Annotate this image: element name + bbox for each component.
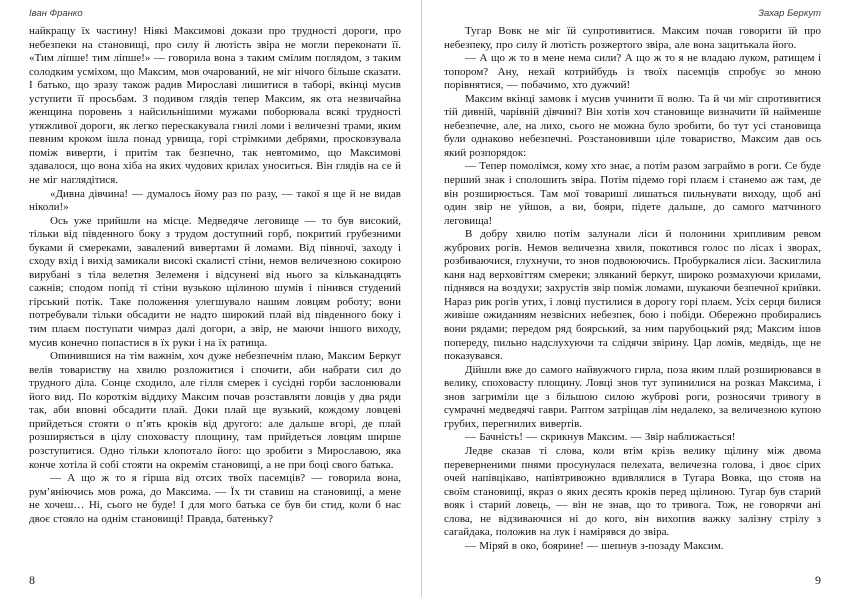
paragraph: — Тепер помолімся, кому хто знає, а потім разом заграймо в роги. Се буде перший знак і сполошить звіра. Потім підемо горі плаєм і станемо аж там, де він розширюється. Там мої товариші лишаться пильнувати виходу, щоб ані один звір не уйшов, а ви, бояри, підете дальше, до самого матчиного леговища! xyxy=(444,160,821,227)
paragraph: Опинившися на тім важнім, хоч дуже небезпечнім плаю, Максим Беркут велів товариству на хвилю розложитися і спочити, аби набрати сил до трудного діла. Сонце сходило, але гілля смерек і сусідні горби заслонювали його вид. По короткім віддиху Максим почав розставляти ловців у два ряди так, аби вповні обсадити плай. Доки плай ще вузький, кождому ловцеві прийдеться стояти о п’ять кроків від другого: але дальше вгорі, де плай розширяється в цілу споховасту площину, там прийдеться ловцям ширше розступитися. Одно тільки клопотало його: що зробити з Мирославою, яка конче хотіла й собі стояти на окремім становищі, а не при боці свого батька. xyxy=(29,350,401,471)
page-right xyxy=(422,0,844,597)
paragraph: — А що ж то в мене нема сили? А що ж то я не владаю луком, ратищем і топором? Ану, нехай котрийбудь із твоїх пасемців спробує зо мною порівнятися, — побачимо, хто дужчий! xyxy=(444,52,821,92)
paragraph: найкращу їх частину! Ніякі Максимові докази про трудності дороги, про небезпеки на становищі, про силу й лютість звіра не могли переконати її. «Тим ліпше! тим ліпше!» — говорила вона з таким смілим поглядом, з таким солодким усміхом, що Максим, мов очарований, не міг нічого більше сказати. І батько, що зразу також радив Мирославі лишитися в таборі, вкінці мусив уступити її просьбам. З подивом глядів тепер Максим, як ота незвичайна женщина поровень з найсильнішими мужами поборювала всякі трудності утяжливої дороги, як легко перескакувала гнилі ломи і величезні трами, яким певним кроком ішла понад урвища, горі стрімкими дебрями, просковзувала поміж виверти, і притім так безпечно, так невтомимо, що Максимові здавалося, що вона хіба на яких чудових крилах уноситься. Він глядів на се й не міг наглядітися. xyxy=(29,25,401,187)
paragraph: В добру хвилю потім залунали ліси й полонини хрипливим ревом жубрових рогів. Немов величезна хвиля, покотився голос по лісах і зворах, розбиваючися, глухнучи, то знов подвоюючись. Пробуркалися ліси. Заскиглила каня над верховіттям смереки; зляканий беркут, широко розмахуючи крилами, піднявся на воздухи; захрустів звір поміж ломами, шукаючи безпечної криївки. Нараз рик рогів утих, і ловці пустилися в дорогу горі плаєм. Усіх серця билися живіше ожиданням незвісних небезпек, бою і побіди. Обережно пробирались вони рядами; передом ряд боярський, за ним парубоцький ряд; Максим ішов попереду, пильно надслухуючи та слідячи звірину. Цар ломів, медвідь, ще не показувався. xyxy=(444,228,821,363)
page-left xyxy=(0,0,421,597)
running-header-title: Захар Беркут xyxy=(758,8,821,19)
page-right-text xyxy=(444,25,821,566)
page-left-text xyxy=(29,25,401,566)
paragraph: Ось уже прийшли на місце. Медведяче леговище — то був високий, тільки від південного боку з трудом доступний горб, покритий грубезними буками й смереками, завалений вивертами й ломами. Від півночі, заходу і сходу вхід і вихід замикали високі скалисті стіни, немов величезною сокирою вирубані з тіла велетня Зелеменя і відсунені від нього за кільканадцять сажнів; сподом попід ті стіни вузькою щілиною шумів і пінився студений гірський потік. Таке положення улегшувало нашим ловцям роботу; вони потребували тільки обсадити не надто широкий плай від південного боку і тим плаєм поступати чимраз далі догори, а звір, не маючи іншого виходу, мусив конечно попастися в їх руки і на їх ратища. xyxy=(29,214,401,349)
running-header-author: Іван Франко xyxy=(29,8,83,19)
paragraph: Тугар Вовк не міг їй супротивитися. Максим почав говорити їй про небезпеку, про силу й лютість розжертого звіра, але вона зацитькала його. xyxy=(444,25,821,51)
paragraph: — Бачність! — скрикнув Максим. — Звір наближається! xyxy=(465,431,736,444)
page-number-right: 9 xyxy=(815,573,821,587)
paragraph: Ледве сказав ті слова, коли втім крізь велику щілину між двома переверненими пнями просунулася пелехата, величезна голова, і двоє сірих очей напівцікаво, напівтривожно вдивлялися в Тугара Вовка, що стояв на своїм становищі, якраз о яких десять кроків перед щілиною. Тугар був старий вояк і старий ловець, — він не знав, що то тривога. Тож, не говорячи ані слова, не відзиваючися ні до кого, він вихопив важку залізну стрілу з сагайдака, положив на лук і намірявся до звіра. xyxy=(444,444,821,539)
paragraph: — Міряй в око, боярине! — шепнув з-позаду Максим. xyxy=(465,539,724,552)
paragraph: Максим вкінці замовк і мусив учинити її волю. Та й чи міг спротивитися тій дивній, чарівній дівчині? Він хотів хоч становище визначити їй найменше небезпечне, але, на лихо, сього не можна було зробити, бо тут усі становища були однаково небезпечні. Розстановивши ціле товариство, Максим дав ось який розпорядок: xyxy=(444,92,821,159)
paragraph: «Дивна дівчина! — думалось йому раз по разу, — такої я ще й не видав ніколи!» xyxy=(29,187,401,214)
page-number-left: 8 xyxy=(29,573,35,587)
paragraph: Дійшли вже до самого найвужчого гирла, поза яким плай розширювався в велику, споховасту площину. Ловці знов тут зупинилися на розказ Максима, і знов загриміли ще з більшою силою жуброві роги, розносячи тривогу в сумрачні медведячі гаври. Раптом затріщав лім недалеко, за величезною купою грубих, перегнилих вивертів. xyxy=(444,363,821,430)
paragraph: — А що ж то я гірша від отсих твоїх пасемців? — говорила вона, рум’яніючись мов рожа, до Максима. — Їх ти ставиш на становищі, а мене не хочеш… Ні, сього не буде! І для мого батька се був би стид, коли б нас двоє стояло на однім становищі! Правда, батеньку? xyxy=(29,472,401,525)
